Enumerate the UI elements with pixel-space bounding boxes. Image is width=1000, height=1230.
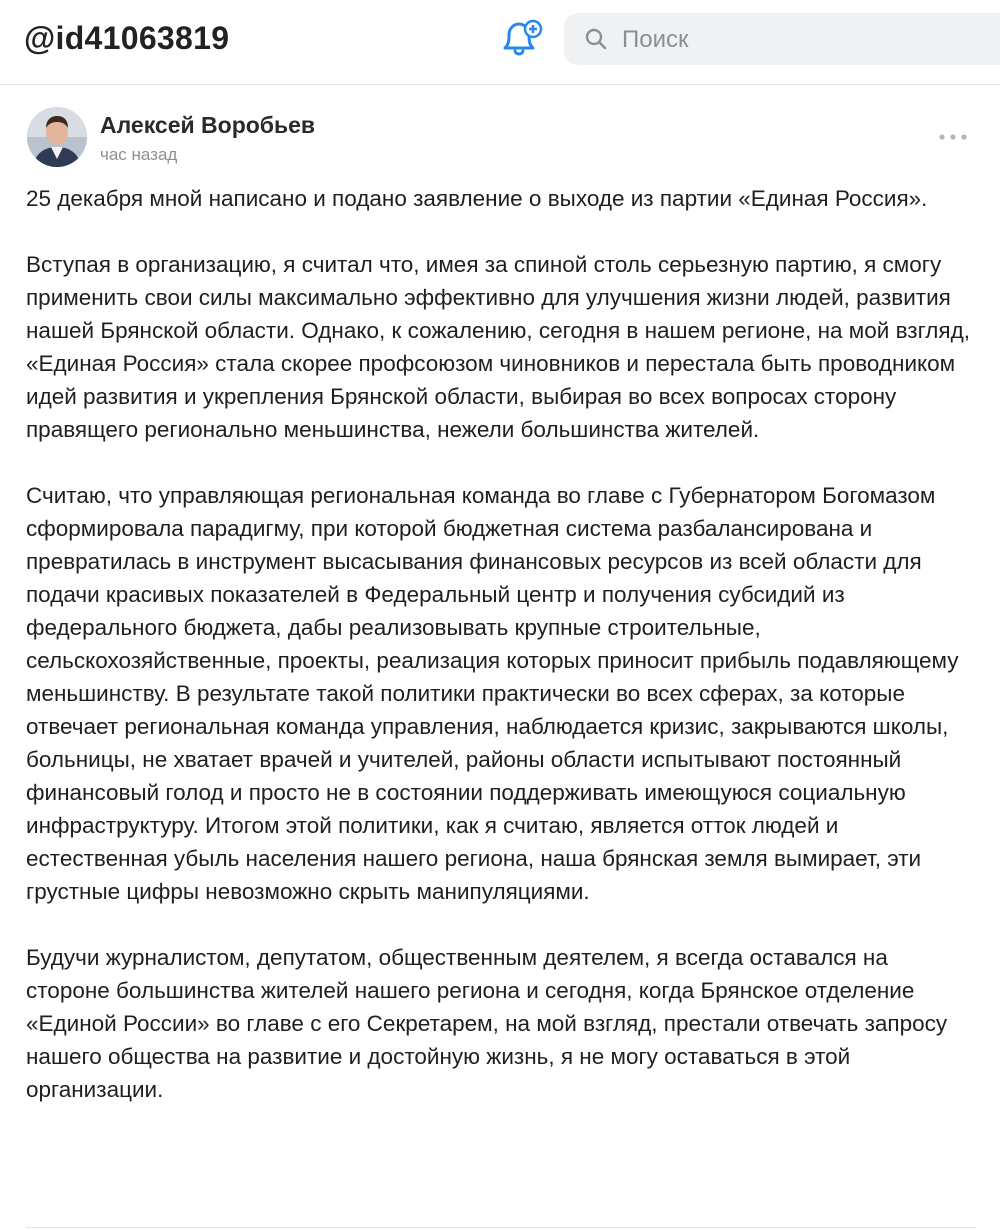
page-handle[interactable]: @id41063819 — [24, 20, 230, 56]
divider — [26, 1227, 976, 1228]
post-time[interactable]: час назад — [100, 145, 178, 164]
search-placeholder: Поиск — [622, 26, 689, 53]
search-icon — [584, 27, 608, 51]
post-card — [0, 85, 1000, 1230]
top-bar — [0, 0, 1000, 85]
post-paragraph: Вступая в организацию, я считал что, имея за спиной столь серьезную партию, я смогу применить свои силы максимально эффективно для улучшения жизни людей, развития нашей Брянской области. Однако, к сожалению, сегодня в нашем регионе, на мой взгляд, «Единая Россия» стала скорее профсоюзом чиновников и перестала быть проводником идей развития и укрепления Брянской области, выбирая во всех вопросах сторону правящего регионально меньшинства, нежели большинства жителей. — [26, 252, 971, 442]
post-paragraph: 25 декабря мной написано и подано заявление о выходе из партии «Единая Россия». — [26, 186, 928, 211]
bell-plus-icon[interactable] — [497, 18, 545, 62]
post-text — [26, 182, 976, 1139]
more-dots-icon[interactable] — [938, 129, 968, 139]
search-input[interactable] — [564, 13, 1000, 65]
author-avatar[interactable] — [27, 107, 87, 167]
post-paragraph: Считаю, что управляющая региональная команда во главе с Губернатором Богомазом сформировала парадигму, при которой бюджетная система разбалансирована и превратилась в инструмент высасывания финансовых ресурсов из всей области для подачи красивых показателей в Федеральный центр и получения субсидий из федерального бюджета, дабы реализовывать крупные строительные, сельскохозяйственные, проекты, реализация которых приносит прибыль подавляющему меньшинству. В результате такой политики практически во всех сферах, за которые отвечает региональная команда управления, наблюдается кризис, закрываются школы, больницы, не хватает врачей и учителей, районы области испытывают постоянный финансовый голод и просто не в состоянии поддерживать имеющуюся социальную инфраструктуру. Итогом этой политики, как я считаю, является отток людей и естественная убыль населения нашего региона, наша брянская земля вымирает, эти грустные цифры невозможно скрыть манипуляциями. — [26, 483, 959, 904]
author-name[interactable]: Алексей Воробьев — [100, 112, 316, 138]
post-paragraph: Будучи журналистом, депутатом, общественным деятелем, я всегда оставался на стороне большинства жителей нашего региона и сегодня, когда Брянское отделение «Единой России» во главе с его Секретарем, на мой взгляд, престали отвечать запросу нашего общества на развитие и достойную жизнь, я не могу оставаться в этой организации. — [26, 945, 948, 1102]
